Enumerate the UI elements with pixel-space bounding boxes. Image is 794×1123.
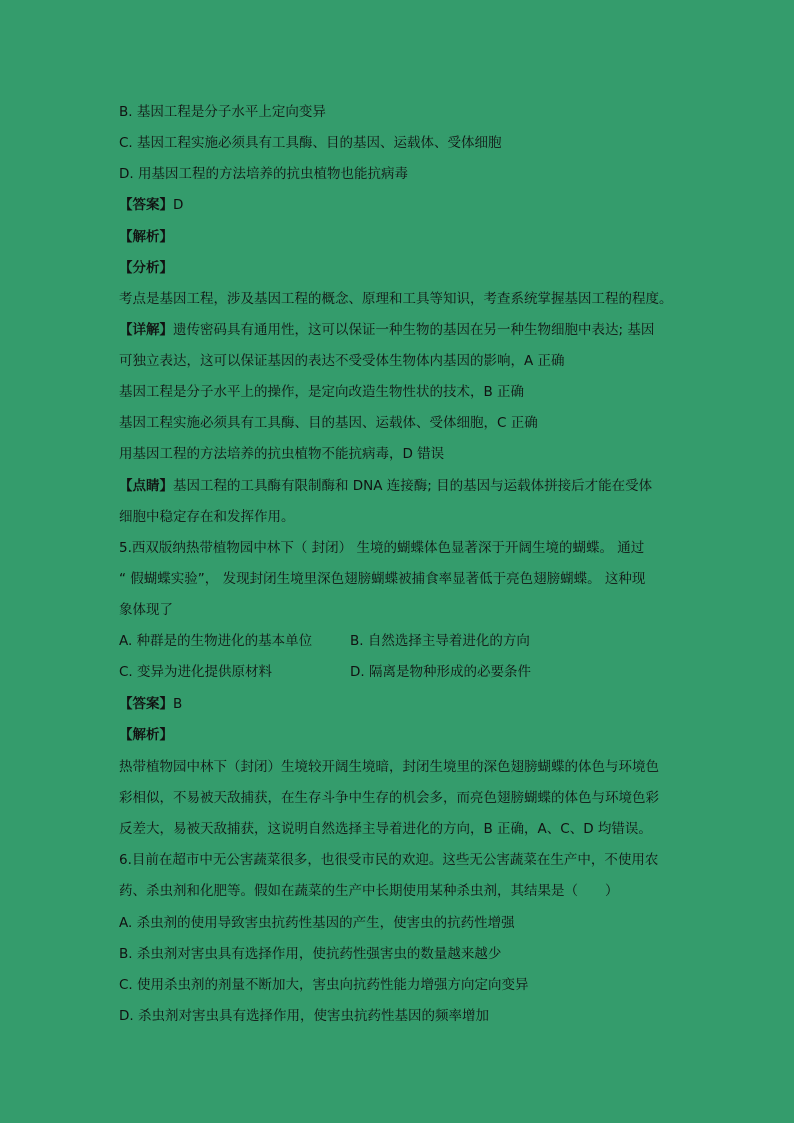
q4-detail-line4: 基因工程实施必须具有工具酶、目的基因、运载体、受体细胞，C 正确	[119, 415, 538, 431]
answer-value: B	[173, 696, 183, 712]
q5-analysis-line1: 热带植物园中林下（封闭）生境较开阔生境暗，封闭生境里的深色翅膀蝴蝶的体色与环境色	[119, 759, 659, 775]
q5-stem-line3: 象体现了	[119, 602, 173, 618]
q6-stem-line1: 6.目前在超市中无公害蔬菜很多，也很受市民的欢迎。这些无公害蔬菜在生产中，不使用农	[119, 852, 659, 868]
review-label: 【点睛】	[119, 478, 173, 494]
answer-label: 【答案】	[119, 696, 173, 712]
q5-option-a: A. 种群是的生物进化的基本单位	[119, 633, 313, 649]
q4-review-line2: 细胞中稳定存在和发挥作用。	[119, 509, 295, 525]
q5-option-d: D. 隔离是物种形成的必要条件	[350, 664, 531, 680]
q5-analysis-line3: 反差大，易被天敌捕获，这说明自然选择主导着进化的方向，B 正确，A、C、D 均错误。	[119, 821, 652, 837]
q5-analysis-label: 【解析】	[119, 727, 173, 743]
q4-detail-line1: 【详解】遗传密码具有通用性，这可以保证一种生物的基因在另一种生物细胞中表达; 基因	[119, 322, 655, 338]
q6-option-d: D. 杀虫剂对害虫具有选择作用，使害虫抗药性基因的频率增加	[119, 1008, 489, 1024]
q6-option-a: A. 杀虫剂的使用导致害虫抗药性基因的产生，使害虫的抗药性增强	[119, 915, 515, 931]
answer-value: D	[173, 197, 184, 213]
q4-detail-line2: 可独立表达，这可以保证基因的表达不受受体生物体内基因的影响，A 正确	[119, 353, 565, 369]
q4-detail-line3: 基因工程是分子水平上的操作，是定向改造生物性状的技术，B 正确	[119, 384, 525, 400]
q5-option-c: C. 变异为进化提供原材料	[119, 664, 273, 680]
q4-answer	[119, 195, 183, 215]
q4-fenxi-label: 【分析】	[119, 260, 173, 276]
q5-analysis-line2: 彩相似，不易被天敌捕获，在生存斗争中生存的机会多，而亮色翅膀蝴蝶的体色与环境色彩	[119, 790, 659, 806]
detail-label: 【详解】	[119, 322, 173, 338]
q5-stem-line2: “ 假蝴蝶实验”， 发现封闭生境里深色翅膀蝴蝶被捕食率显著低于亮色翅膀蝴蝶。 这种现	[119, 571, 646, 587]
q6-stem-line2: 药、杀虫剂和化肥等。假如在蔬菜的生产中长期使用某种杀虫剂，其结果是（ ）	[119, 883, 619, 899]
q4-review-line1: 【点睛】基因工程的工具酶有限制酶和 DNA 连接酶; 目的基因与运载体拼接后才能在受体	[119, 478, 653, 494]
q4-fenxi-text: 考点是基因工程，涉及基因工程的概念、原理和工具等知识，考查系统掌握基因工程的程度。	[119, 291, 673, 307]
q4-detail-line5: 用基因工程的方法培养的抗虫植物不能抗病毒，D 错误	[119, 446, 445, 462]
q4-analysis-label: 【解析】	[119, 229, 173, 245]
q4-option-b: B. 基因工程是分子水平上定向变异	[119, 104, 326, 120]
q5-option-b: B. 自然选择主导着进化的方向	[350, 633, 530, 649]
q6-option-c: C. 使用杀虫剂的剂量不断加大，害虫向抗药性能力增强方向定向变异	[119, 977, 529, 993]
q5-answer	[119, 694, 182, 714]
q5-options-row1	[119, 631, 312, 651]
q4-option-c: C. 基因工程实施必须具有工具酶、目的基因、运载体、受体细胞	[119, 135, 502, 151]
answer-label: 【答案】	[119, 197, 173, 213]
q6-option-b: B. 杀虫剂对害虫具有选择作用，使抗药性强害虫的数量越来越少	[119, 946, 502, 962]
q4-option-d: D. 用基因工程的方法培养的抗虫植物也能抗病毒	[119, 166, 408, 182]
q5-stem-line1: 5.西双版纳热带植物园中林下（ 封闭） 生境的蝴蝶体色显著深于开阔生境的蝴蝶。 通过	[119, 540, 645, 556]
